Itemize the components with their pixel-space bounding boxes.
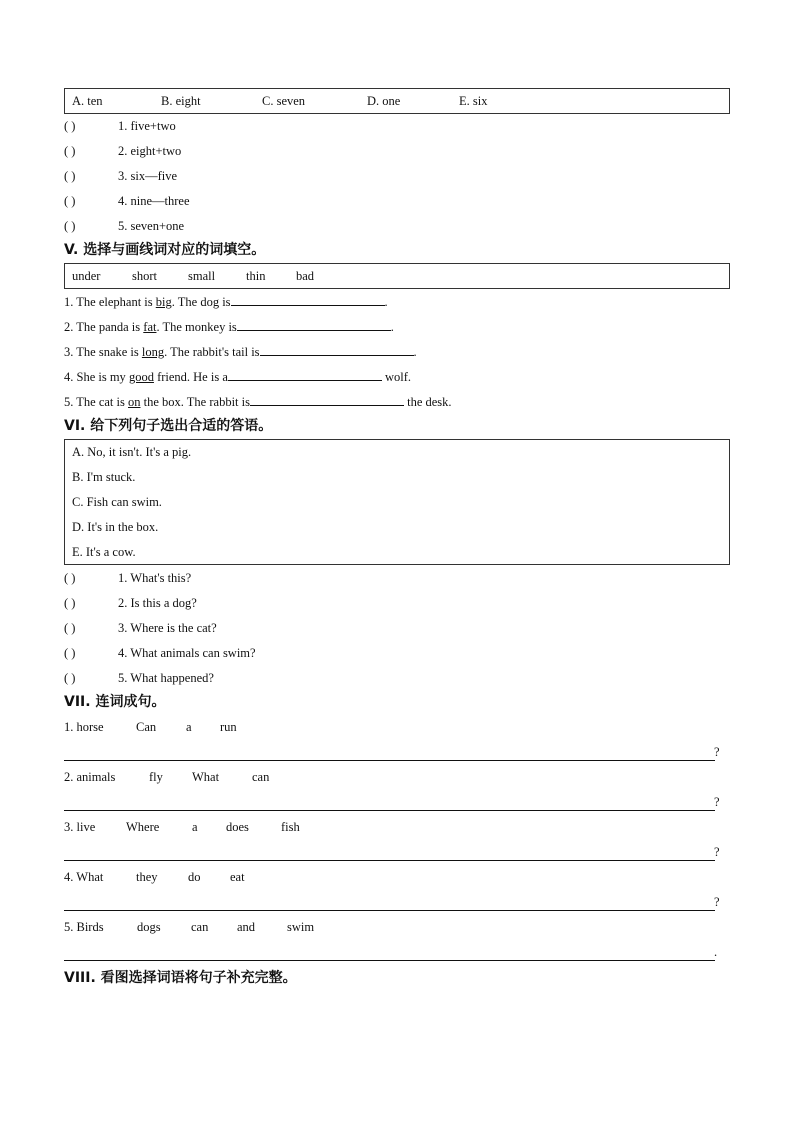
answer-option: D. It's in the box.: [72, 520, 159, 534]
fill-blank[interactable]: [260, 341, 414, 356]
section5-item: [64, 340, 417, 365]
question-text: 5. seven+one: [118, 219, 185, 233]
word-option: thin: [246, 269, 266, 283]
sentence-text: 4. She is my: [64, 370, 129, 384]
sentence-text: friend. He is a: [153, 370, 228, 384]
word: can: [191, 920, 209, 934]
sentence-end: the desk.: [403, 395, 452, 409]
sentence-end: .: [384, 295, 388, 309]
section6-item: [64, 591, 197, 616]
word-option: bad: [296, 269, 315, 283]
sentence-end-mark: ?: [714, 795, 720, 809]
sentence-text: . The dog is: [171, 295, 231, 309]
answer-paren[interactable]: ( ): [64, 671, 76, 685]
section5-word-box: [64, 263, 730, 289]
option-e: E. six: [459, 94, 488, 108]
answer-option: C. Fish can swim.: [72, 495, 162, 509]
answer-paren[interactable]: ( ): [64, 571, 76, 585]
word: Can: [136, 720, 157, 734]
scrambled-words: [64, 815, 300, 840]
answer-line[interactable]: [64, 959, 715, 961]
word-option: under: [72, 269, 101, 283]
question-text: 4. What animals can swim?: [118, 646, 256, 660]
answer-option: A. No, it isn't. It's a pig.: [72, 445, 192, 459]
sentence-end: .: [390, 320, 394, 334]
word: fish: [281, 820, 300, 834]
question-text: 4. nine—three: [118, 194, 190, 208]
underlined-word: long: [141, 345, 165, 359]
fill-blank[interactable]: [250, 391, 404, 406]
underlined-word: fat: [143, 320, 157, 334]
underlined-word: big: [155, 295, 172, 309]
question-text: 3. six—five: [118, 169, 178, 183]
word: fly: [149, 770, 163, 784]
underlined-word: on: [128, 395, 141, 409]
scrambled-words: [64, 865, 245, 890]
sentence-text: 3. The snake is: [64, 345, 142, 359]
answer-paren[interactable]: ( ): [64, 219, 76, 233]
option-c: C. seven: [262, 94, 306, 108]
section5-title: V. 选择与画线词对应的词填空。: [64, 242, 266, 258]
answer-option: B. I'm stuck.: [72, 470, 136, 484]
word: does: [226, 820, 249, 834]
word: do: [188, 870, 201, 884]
word: What: [192, 770, 220, 784]
answer-line[interactable]: [64, 859, 715, 861]
section6-item: [64, 566, 191, 591]
question-text: 3. Where is the cat?: [118, 621, 217, 635]
sentence-text: . The rabbit's tail is: [164, 345, 260, 359]
question-text: 2. eight+two: [118, 144, 182, 158]
answer-paren[interactable]: ( ): [64, 621, 76, 635]
section4-item: [64, 189, 190, 214]
word: swim: [287, 920, 315, 934]
question-text: 1. five+two: [118, 119, 176, 133]
answer-paren[interactable]: ( ): [64, 596, 76, 610]
section4-item: [64, 214, 184, 239]
scrambled-words: [64, 765, 269, 790]
scrambled-words: [64, 715, 237, 740]
answer-paren[interactable]: ( ): [64, 194, 76, 208]
word: dogs: [137, 920, 161, 934]
scrambled-words: [64, 915, 314, 940]
sentence-text: . The monkey is: [156, 320, 237, 334]
section5-item: [64, 365, 411, 390]
section6-title: VI. 给下列句子选出合适的答语。: [64, 418, 273, 434]
word: can: [252, 770, 270, 784]
word: a: [186, 720, 192, 734]
answer-option: E. It's a cow.: [72, 545, 136, 559]
section6-item: [64, 616, 217, 641]
word: run: [220, 720, 237, 734]
sentence-text: 1. The elephant is: [64, 295, 156, 309]
answer-paren[interactable]: ( ): [64, 646, 76, 660]
sentence-end-mark: .: [714, 945, 718, 959]
section6-options-box: [64, 439, 730, 565]
answer-paren[interactable]: ( ): [64, 169, 76, 183]
section8-title: VIII. 看图选择词语将句子补充完整。: [64, 970, 297, 986]
answer-paren[interactable]: ( ): [64, 144, 76, 158]
answer-line[interactable]: [64, 909, 715, 911]
section4-item: [64, 139, 181, 164]
section5-item: [64, 315, 394, 340]
section4-options-box: [64, 88, 730, 114]
option-d: D. one: [367, 94, 401, 108]
answer-line[interactable]: [64, 809, 715, 811]
section5-item: [64, 290, 388, 315]
word: and: [237, 920, 256, 934]
sentence-text: the box. The rabbit is: [140, 395, 250, 409]
section7-title: VII. 连词成句。: [64, 694, 166, 710]
sentence-text: 2. The panda is: [64, 320, 144, 334]
sentence-end-mark: ?: [714, 845, 720, 859]
fill-blank[interactable]: [228, 366, 382, 381]
sentence-end: wolf.: [381, 370, 412, 384]
section4-item: [64, 164, 177, 189]
sentence-text: 5. The cat is: [64, 395, 128, 409]
sentence-end-mark: ?: [714, 745, 720, 759]
fill-blank[interactable]: [237, 316, 391, 331]
word: 1. horse: [64, 720, 104, 734]
option-b: B. eight: [161, 94, 201, 108]
word: Where: [126, 820, 160, 834]
section5-item: [64, 390, 452, 415]
answer-paren[interactable]: ( ): [64, 119, 76, 133]
section6-item: [64, 666, 214, 691]
answer-line[interactable]: [64, 759, 715, 761]
word-option: small: [188, 269, 216, 283]
sentence-end: .: [413, 345, 417, 359]
word: 2. animals: [64, 770, 116, 784]
word: they: [136, 870, 158, 884]
question-text: 1. What's this?: [118, 571, 192, 585]
question-text: 5. What happened?: [118, 671, 214, 685]
sentence-end-mark: ?: [714, 895, 720, 909]
option-a: A. ten: [72, 94, 103, 108]
question-text: 2. Is this a dog?: [118, 596, 197, 610]
underlined-word: good: [128, 370, 154, 384]
section4-item: [64, 114, 176, 139]
word: eat: [230, 870, 245, 884]
section6-item: [64, 641, 256, 666]
word: 3. live: [64, 820, 96, 834]
word: 5. Birds: [64, 920, 104, 934]
word: 4. What: [64, 870, 104, 884]
word: a: [192, 820, 198, 834]
word-option: short: [132, 269, 157, 283]
fill-blank[interactable]: [231, 291, 385, 306]
